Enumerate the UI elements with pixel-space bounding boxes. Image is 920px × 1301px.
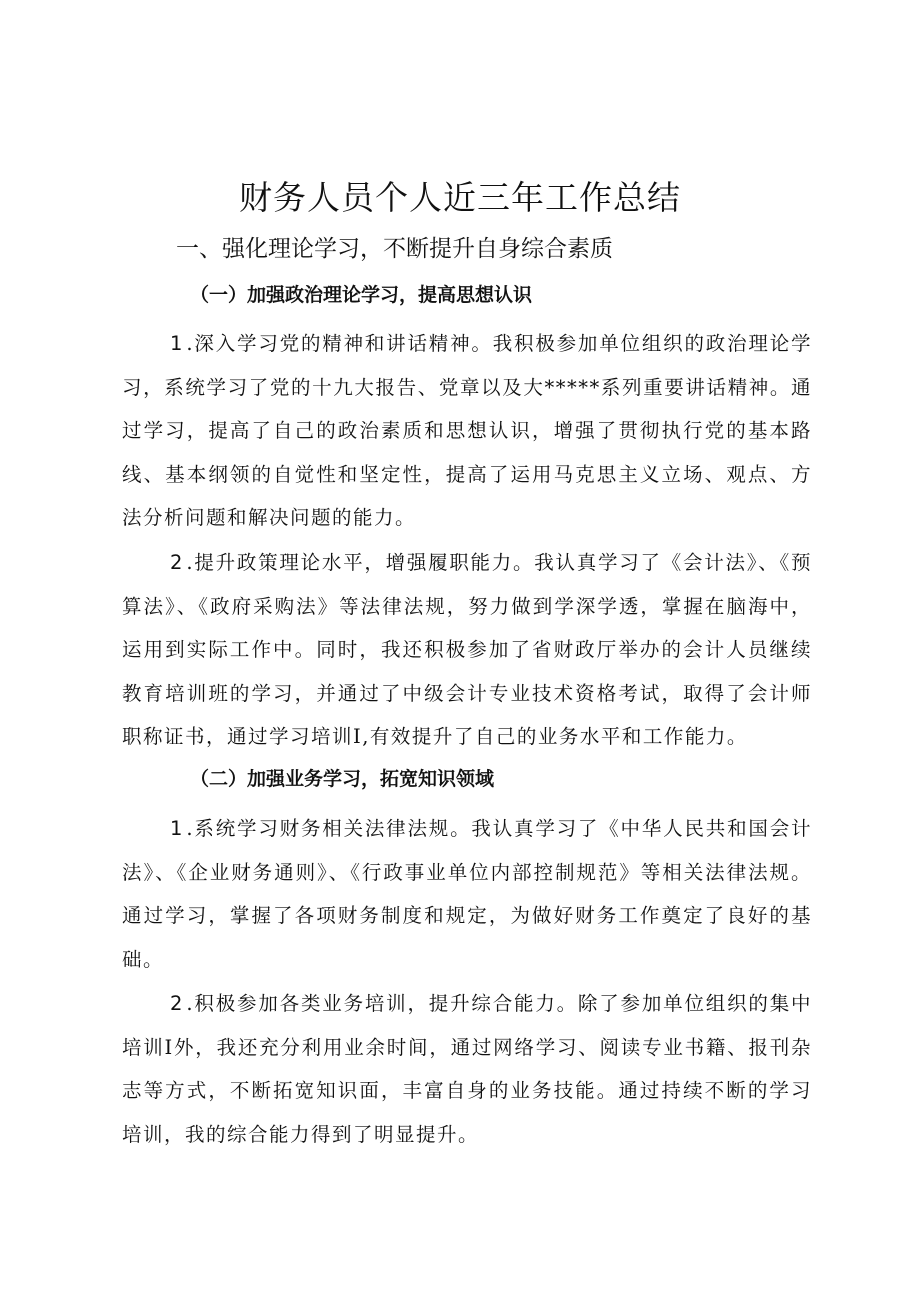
paragraph-number: 1	[170, 817, 187, 840]
paragraph-text: .系统学习财务相关法律法规。我认真学习了《中华人民共和国会计法》、《企业财务通则》、《行政事业单位内部控制规范》等相关法律法规。通过学习，掌握了各项财务制度和规定，为做好财务工作奠定了良好的基础。	[122, 817, 812, 971]
paragraph-number: 1	[170, 332, 187, 355]
paragraph-2-1	[122, 807, 812, 981]
paragraph-1-1	[122, 322, 812, 540]
paragraph-number: 2	[170, 551, 187, 574]
subsection-heading-2: （二）加强业务学习，拓宽知识领域	[190, 768, 495, 790]
paragraph-text: .提升政策理论水平，增强履职能力。我认真学习了《会计法》、《预算法》、《政府采购法》等法律法规，努力做到学深学透，掌握在脑海中，运用到实际工作中。同时，我还积极参加了省财政厅举办的会计人员继续教育培训班的学习，并通过了中级会计专业技术资格考试，取得了会计师职称证书，通过学习培训I,有效提升了自己的业务水平和工作能力。	[122, 551, 812, 749]
paragraph-1-2	[122, 541, 812, 759]
document-title: 财务人员个人近三年工作总结	[239, 178, 681, 217]
paragraph-2-2	[122, 982, 812, 1156]
section-heading-1: 一、强化理论学习，不断提升自身综合素质	[176, 236, 613, 262]
paragraph-text: .深入学习党的精神和讲话精神。我积极参加单位组织的政治理论学习，系统学习了党的十九大报告、党章以及大*****系列重要讲话精神。通过学习，提高了自己的政治素质和思想认识，增强了贯彻执行党的基本路线、基本纲领的自觉性和坚定性，提高了运用马克思主义立场、观点、方法分析问题和解决问题的能力。	[122, 332, 812, 530]
subsection-heading-1: （一）加强政治理论学习，提高思想认识	[190, 284, 533, 306]
paragraph-number: 2	[170, 992, 187, 1015]
paragraph-text: .积极参加各类业务培训，提升综合能力。除了参加单位组织的集中培训I外，我还充分利用业余时间，通过网络学习、阅读专业书籍、报刊杂志等方式，不断拓宽知识面，丰富自身的业务技能。通过持续不断的学习培训，我的综合能力得到了明显提升。	[122, 992, 812, 1146]
